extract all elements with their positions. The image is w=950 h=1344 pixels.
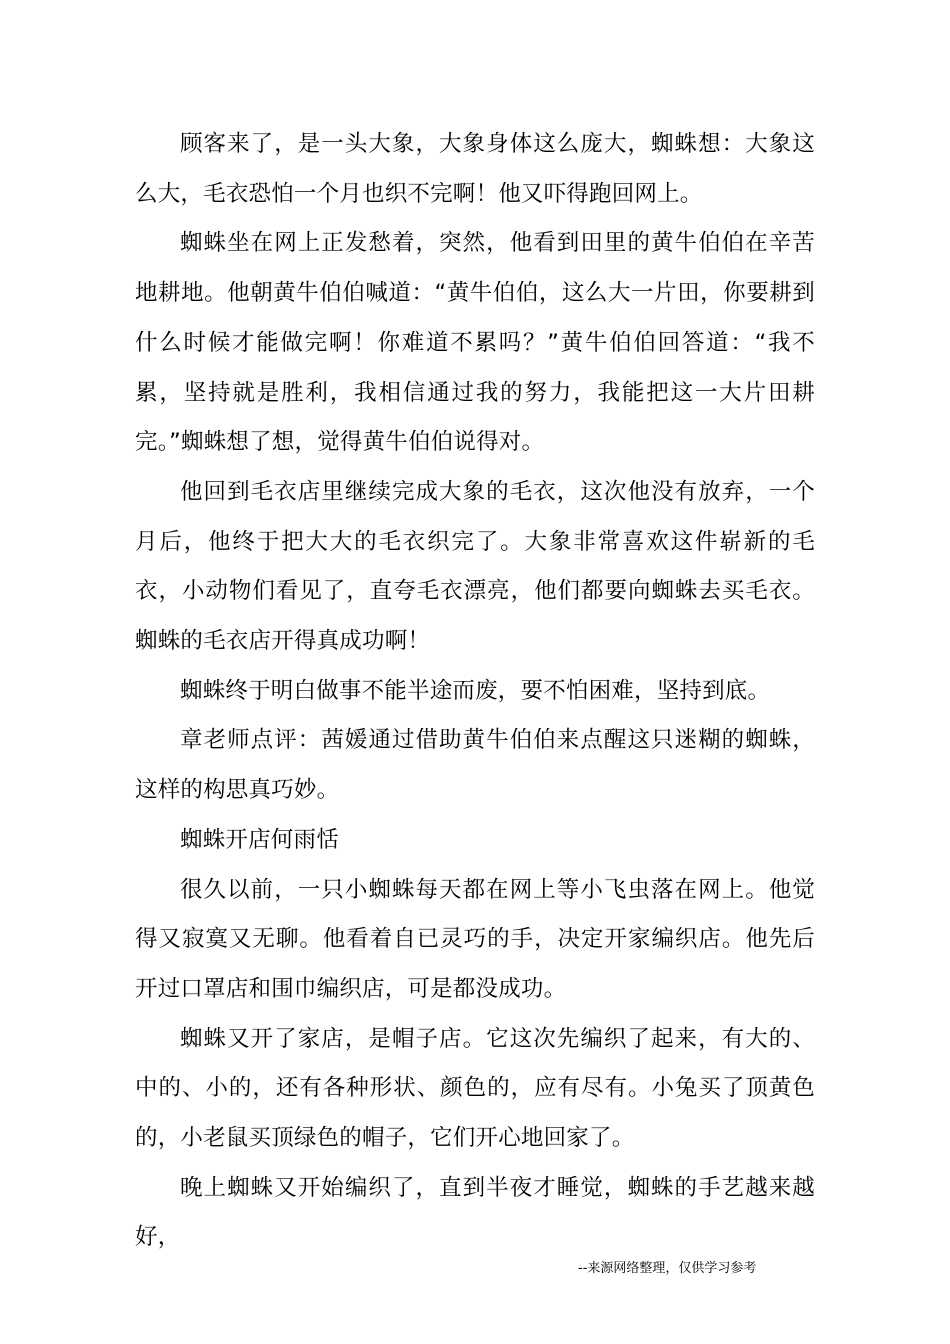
paragraph: 晚上蜘蛛又开始编织了，直到半夜才睡觉，蜘蛛的手艺越来越好，: [135, 1174, 815, 1251]
paragraph: 蜘蛛终于明白做事不能半途而废，要不怕困难，坚持到底。: [180, 677, 771, 704]
paragraph: 他回到毛衣店里继续完成大象的毛衣，这次他没有放弃，一个月后，他终于把大大的毛衣织完了。大象非常喜欢这件崭新的毛衣，小动物们看见了，直夸毛衣漂亮，他们都要向蜘蛛去买毛衣。蜘蛛的毛衣店开得真成功啊！: [135, 478, 815, 655]
paragraph: 很久以前，一只小蜘蛛每天都在网上等小飞虫落在网上。他觉得又寂寞又无聊。他看着自已灵巧的手，决定开家编织店。他先后开过口罩店和围巾编织店，可是都没成功。: [135, 876, 815, 1002]
paragraph: 章老师点评：茜媛通过借助黄牛伯伯来点醒这只迷糊的蜘蛛，这样的构思真巧妙。: [135, 727, 815, 804]
footer-note: --来源网络整理，仅供学习参考: [578, 1261, 757, 1276]
section-title: 蜘蛛开店何雨恬: [180, 826, 339, 853]
paragraph: 蜘蛛又开了家店，是帽子店。它这次先编织了起来，有大的、中的、小的，还有各种形状、颜色的，应有尽有。小兔买了顶黄色的，小老鼠买顶绿色的帽子，它们开心地回家了。: [135, 1025, 815, 1152]
paragraph: 顾客来了，是一头大象，大象身体这么庞大，蜘蛛想：大象这么大，毛衣恐怕一个月也织不完啊！他又吓得跑回网上。: [135, 131, 815, 207]
paragraph: 蜘蛛坐在网上正发愁着，突然，他看到田里的黄牛伯伯在辛苦地耕地。他朝黄牛伯伯喊道：“黄牛伯伯，这么大一片田，你要耕到什么时候才能做完啊！你难道不累吗？”黄牛伯伯回答道：“我不累，坚持就是胜利，我相信通过我的努力，我能把这一大片田耕完。”蜘蛛想了想，觉得黄牛伯伯说得对。: [135, 230, 815, 456]
document-body: [135, 120, 815, 1263]
